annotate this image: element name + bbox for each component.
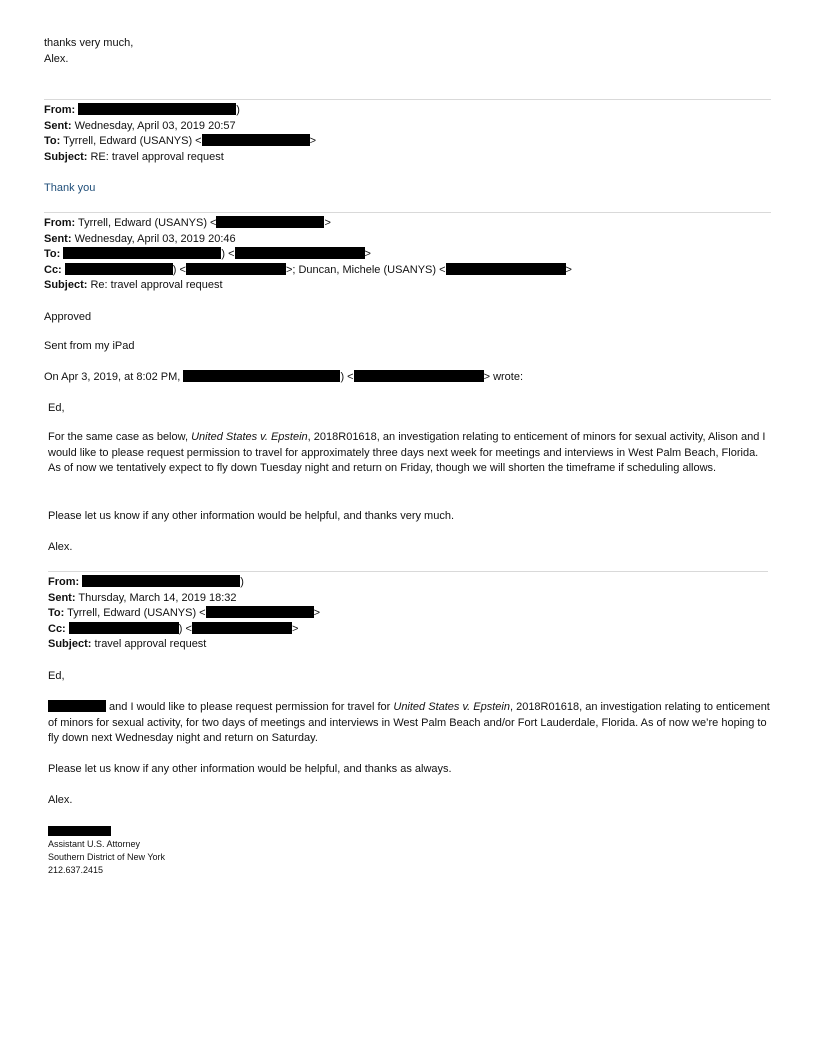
email-header [44, 216, 572, 294]
subject-value: RE: travel approval request [90, 150, 224, 163]
cc-mid2: >; Duncan, Michele (USANYS) < [285, 263, 446, 276]
redaction [206, 606, 314, 618]
to-row [48, 606, 320, 622]
from-suffix: ) [240, 576, 244, 588]
redaction [186, 263, 286, 275]
quoted-paragraph-2: Please let us know if any other information would be helpful, and thanks very much. [48, 510, 455, 522]
email-p1-before: and I would like to please request permission for travel for [106, 701, 394, 713]
quoted-paragraph [48, 430, 770, 477]
quoted-greeting: Ed, [48, 402, 65, 414]
redaction [446, 263, 566, 275]
from-label: From: [44, 217, 76, 229]
quote-suffix: > wrote: [483, 371, 524, 383]
redaction [48, 700, 106, 712]
separator [44, 99, 771, 100]
subject-row [44, 150, 316, 166]
cc-mid: ) < [172, 263, 186, 276]
cc-row [44, 263, 572, 279]
from-label: From: [48, 576, 80, 588]
quoted-signoff: Alex. [48, 541, 73, 553]
signature-block [48, 825, 165, 877]
email-body-sent-from: Sent from my iPad [44, 340, 135, 352]
redaction [192, 622, 292, 634]
email-signoff: Alex. [48, 794, 73, 806]
signature-phone: 212.637.2415 [48, 865, 104, 875]
cc-suffix: > [291, 622, 299, 635]
email-header [44, 103, 316, 165]
redaction [235, 247, 365, 259]
email-greeting: Ed, [48, 670, 65, 682]
email-body: Thank you [44, 182, 96, 194]
to-row [44, 134, 316, 150]
sent-label: Sent: [48, 591, 76, 604]
cc-label: Cc: [48, 622, 66, 635]
from-suffix: > [324, 217, 331, 229]
email-paragraph [48, 700, 770, 747]
closing-line: thanks very much, [44, 37, 134, 49]
redaction [82, 575, 240, 587]
separator [48, 571, 768, 572]
quoted-p1-after: , 2018R01618, an investigation relating to enticement of minors for sexual activity, Alison and I would like to please request permission to travel for approximately three days next week for meetings and interviews in West Palm Beach, Florida. As of now we tentatively expect to fly down Tuesday night and return on Friday, though we will shorten the timeframe if scheduling allows. [48, 431, 766, 474]
from-row [44, 216, 572, 232]
to-value: Tyrrell, Edward (USANYS) < [63, 135, 202, 147]
subject-label: Subject: [48, 638, 92, 650]
subject-row [44, 278, 572, 294]
sent-label: Sent: [44, 232, 72, 245]
email-case-name: United States v. Epstein [393, 701, 510, 713]
cc-row [48, 622, 320, 638]
from-value: Tyrrell, Edward (USANYS) < [78, 217, 217, 229]
redaction [216, 216, 324, 228]
to-label: To: [48, 607, 65, 619]
separator [44, 212, 771, 213]
to-suffix: > [364, 248, 371, 260]
email-p1-after: , 2018R01618, an investigation relating to enticement of minors for sexual activity, for two days of meetings and interviews in West Palm Beach and/or Fort Lauderdale, Florida. As of now we’re hoping to fly down next Wednesday night and return on Saturday. [48, 701, 770, 744]
email-body-approved: Approved [44, 311, 92, 323]
email-header [48, 575, 320, 653]
sent-value: Wednesday, April 03, 2019 20:57 [74, 119, 236, 132]
subject-value: travel approval request [94, 638, 207, 650]
quote-mid: ) < [340, 371, 354, 383]
sent-value: Wednesday, April 03, 2019 20:46 [74, 232, 236, 245]
from-label: From: [44, 104, 76, 116]
subject-label: Subject: [44, 279, 88, 291]
redaction [78, 103, 236, 115]
to-row [44, 247, 572, 263]
top-closing [44, 36, 133, 67]
cc-mid: ) < [178, 622, 192, 635]
quote-prefix: On Apr 3, 2019, at 8:02 PM, [44, 371, 181, 383]
subject-label: Subject: [44, 150, 88, 163]
redaction [354, 370, 484, 382]
from-suffix: ) [236, 104, 240, 116]
to-value: Tyrrell, Edward (USANYS) < [67, 607, 206, 619]
email-paragraph-2: Please let us know if any other information would be helpful, and thanks as always. [48, 763, 452, 775]
from-row [44, 103, 316, 119]
sent-value: Thursday, March 14, 2019 18:32 [78, 591, 237, 604]
quoted-p1-before: For the same case as below, [48, 431, 192, 443]
quote-intro [44, 370, 523, 386]
signature-office: Southern District of New York [48, 852, 166, 862]
sent-label: Sent: [44, 119, 72, 132]
redaction [69, 622, 179, 634]
redaction [65, 263, 173, 275]
from-row [48, 575, 320, 591]
subject-row [48, 637, 320, 653]
closing-signoff: Alex. [44, 52, 69, 65]
cc-suffix: > [565, 263, 572, 276]
redaction [202, 134, 310, 146]
sent-row [48, 591, 320, 607]
to-mid: ) < [221, 248, 235, 260]
redaction [48, 826, 111, 836]
to-suffix: > [309, 135, 317, 147]
subject-value: Re: travel approval request [90, 279, 223, 291]
quoted-case-name: United States v. Epstein [191, 431, 308, 443]
redaction [183, 370, 340, 382]
sent-row [44, 232, 572, 248]
to-label: To: [44, 248, 61, 260]
redaction [63, 247, 221, 259]
to-suffix: > [313, 607, 321, 619]
sent-row [44, 119, 316, 135]
to-label: To: [44, 135, 61, 147]
signature-title: Assistant U.S. Attorney [48, 839, 141, 849]
cc-label: Cc: [44, 263, 62, 276]
